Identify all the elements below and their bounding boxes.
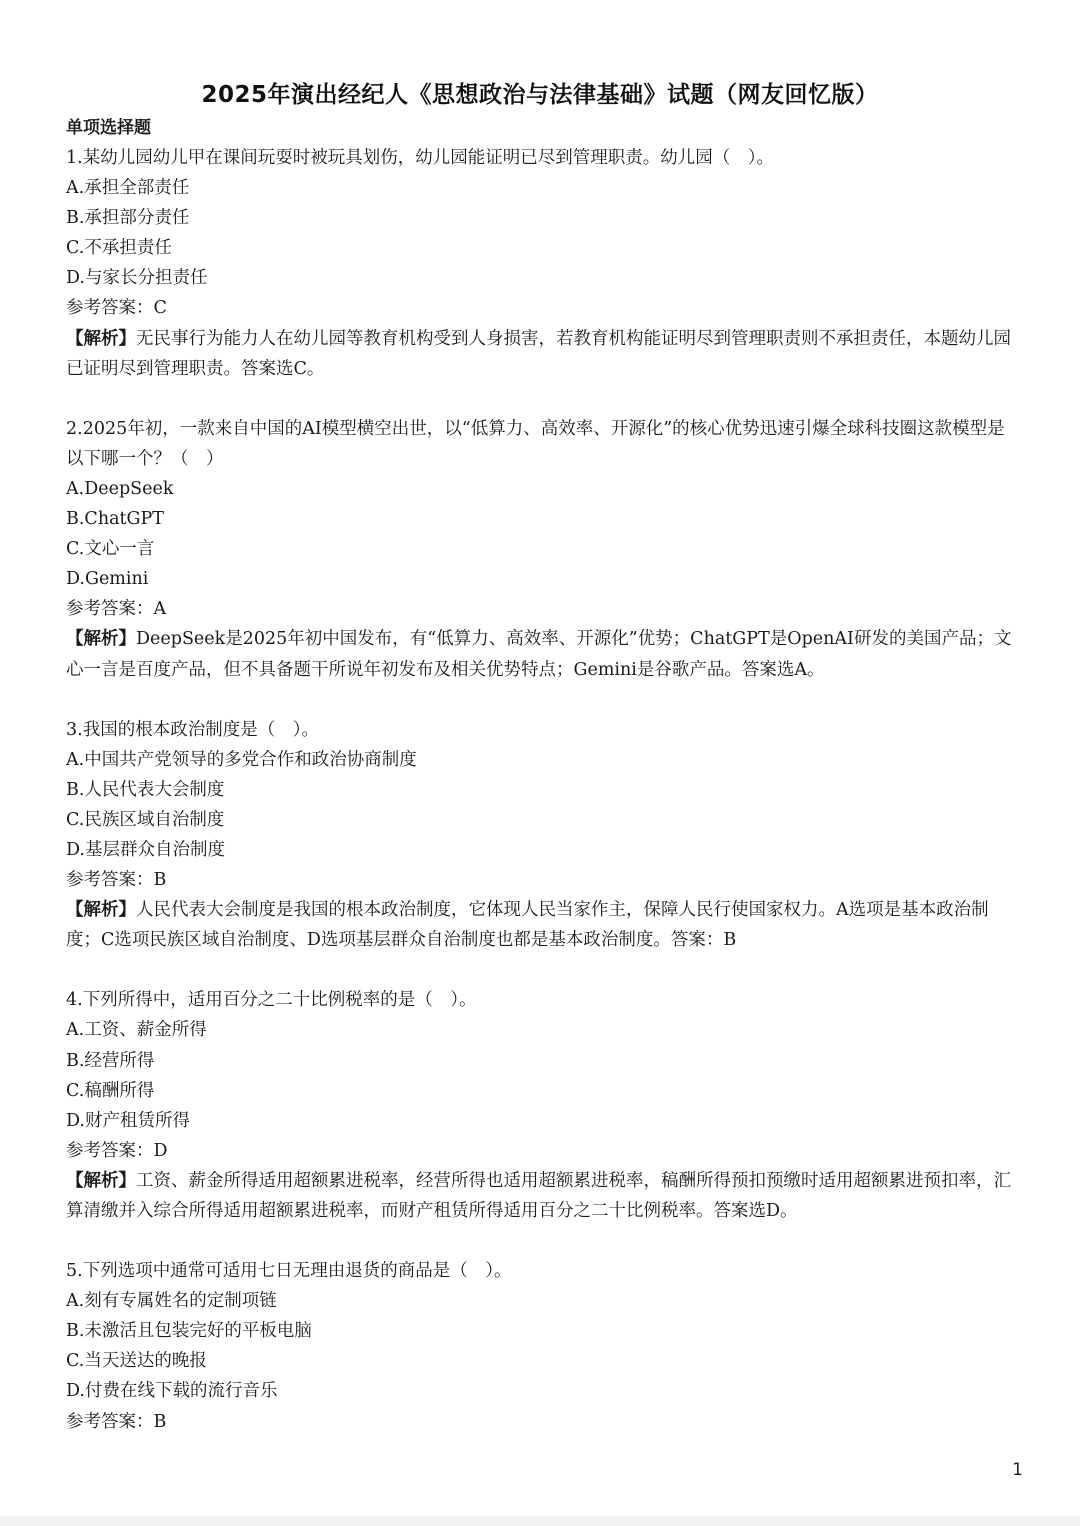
explanation-text: 无民事行为能力人在幼儿园等教育机构受到人身损害，若教育机构能证明尽到管理职责则不承担责任，本题幼儿园已证明尽到管理职责。答案选C。 [66,328,1011,379]
option-b: B.经营所得 [66,1050,155,1071]
option-b: B.未激活且包装完好的平板电脑 [66,1321,312,1342]
question-stem: 2.2025年初，一款来自中国的AI模型横空出世，以“低算力、高效率、开源化”的核心优势迅速引爆全球科技圈这款模型是以下哪一个？（ ） [66,418,1005,469]
option-d: D.基层群众自治制度 [66,839,225,860]
explanation-text: 人民代表大会制度是我国的根本政治制度，它体现人民当家作主，保障人民行使国家权力。A选项是基本政治制度；C选项民族区域自治制度、D选项基层群众自治制度也都是基本政治制度。答案：B [66,900,989,951]
explanation-label: 【解析】 [66,629,136,650]
question-2 [66,414,1016,685]
question-stem: 4.下列所得中，适用百分之二十比例税率的是（ ）。 [66,990,477,1011]
document-title: 2025年演出经纪人《思想政治与法律基础》试题（网友回忆版） [201,82,879,108]
explanation [66,1166,1016,1226]
option-d: D.与家长分担责任 [66,268,208,289]
option-a: A.承担全部责任 [66,178,190,199]
explanation [66,895,1016,955]
explanation-text: 工资、薪金所得适用超额累进税率，经营所得也适用超额累进税率，稿酬所得预扣预缴时适用超额累进预扣率，汇算清缴并入综合所得适用超额累进税率，而财产租赁所得适用百分之二十比例税率。答案选D。 [66,1170,1011,1221]
page-bottom-edge [0,1516,1080,1526]
question-stem: 1.某幼儿园幼儿甲在课间玩耍时被玩具划伤，幼儿园能证明已尽到管理职责。幼儿园（ ）。 [66,148,774,168]
question-3 [66,715,1016,956]
option-a: A.工资、薪金所得 [66,1020,207,1041]
option-b: B.ChatGPT [66,509,164,530]
option-d: D.付费在线下载的流行音乐 [66,1381,278,1402]
option-c: C.当天送达的晚报 [66,1351,207,1372]
explanation-label: 【解析】 [66,900,136,921]
explanation-label: 【解析】 [66,328,136,349]
option-b: B.人民代表大会制度 [66,779,225,800]
page-number: 1 [1012,1460,1023,1480]
option-a: A.中国共产党领导的多党合作和政治协商制度 [66,749,417,770]
option-a: A.DeepSeek [66,478,174,499]
question-1 [66,143,1016,384]
option-b: B.承担部分责任 [66,208,190,229]
reference-answer: 参考答案：D [66,1140,168,1161]
option-c: C.民族区域自治制度 [66,809,225,830]
reference-answer: 参考答案：C [66,298,167,319]
reference-answer: 参考答案：A [66,599,167,620]
explanation-label: 【解析】 [66,1170,136,1191]
option-d: D.Gemini [66,569,149,590]
option-c: C.文心一言 [66,539,155,560]
question-stem: 5.下列选项中通常可适用七日无理由退货的商品是（ ）。 [66,1261,512,1282]
reference-answer: 参考答案：B [66,1411,167,1432]
question-5 [66,1256,1016,1437]
section-heading: 单项选择题 [66,118,151,138]
explanation [66,624,1016,684]
option-c: C.不承担责任 [66,238,172,259]
document-body [66,113,1016,1437]
explanation [66,324,1016,384]
explanation-text: DeepSeek是2025年初中国发布，有“低算力、高效率、开源化”优势；ChatGPT是OpenAI研发的美国产品；文心一言是百度产品，但不具备题干所说年初发布及相关优势特点；Gemini是谷歌产品。答案选A。 [66,629,1012,680]
option-c: C.稿酬所得 [66,1080,155,1101]
option-d: D.财产租赁所得 [66,1110,190,1131]
question-stem: 3.我国的根本政治制度是（ ）。 [66,719,319,740]
option-a: A.刻有专属姓名的定制项链 [66,1291,277,1312]
reference-answer: 参考答案：B [66,870,167,891]
question-4 [66,985,1016,1226]
